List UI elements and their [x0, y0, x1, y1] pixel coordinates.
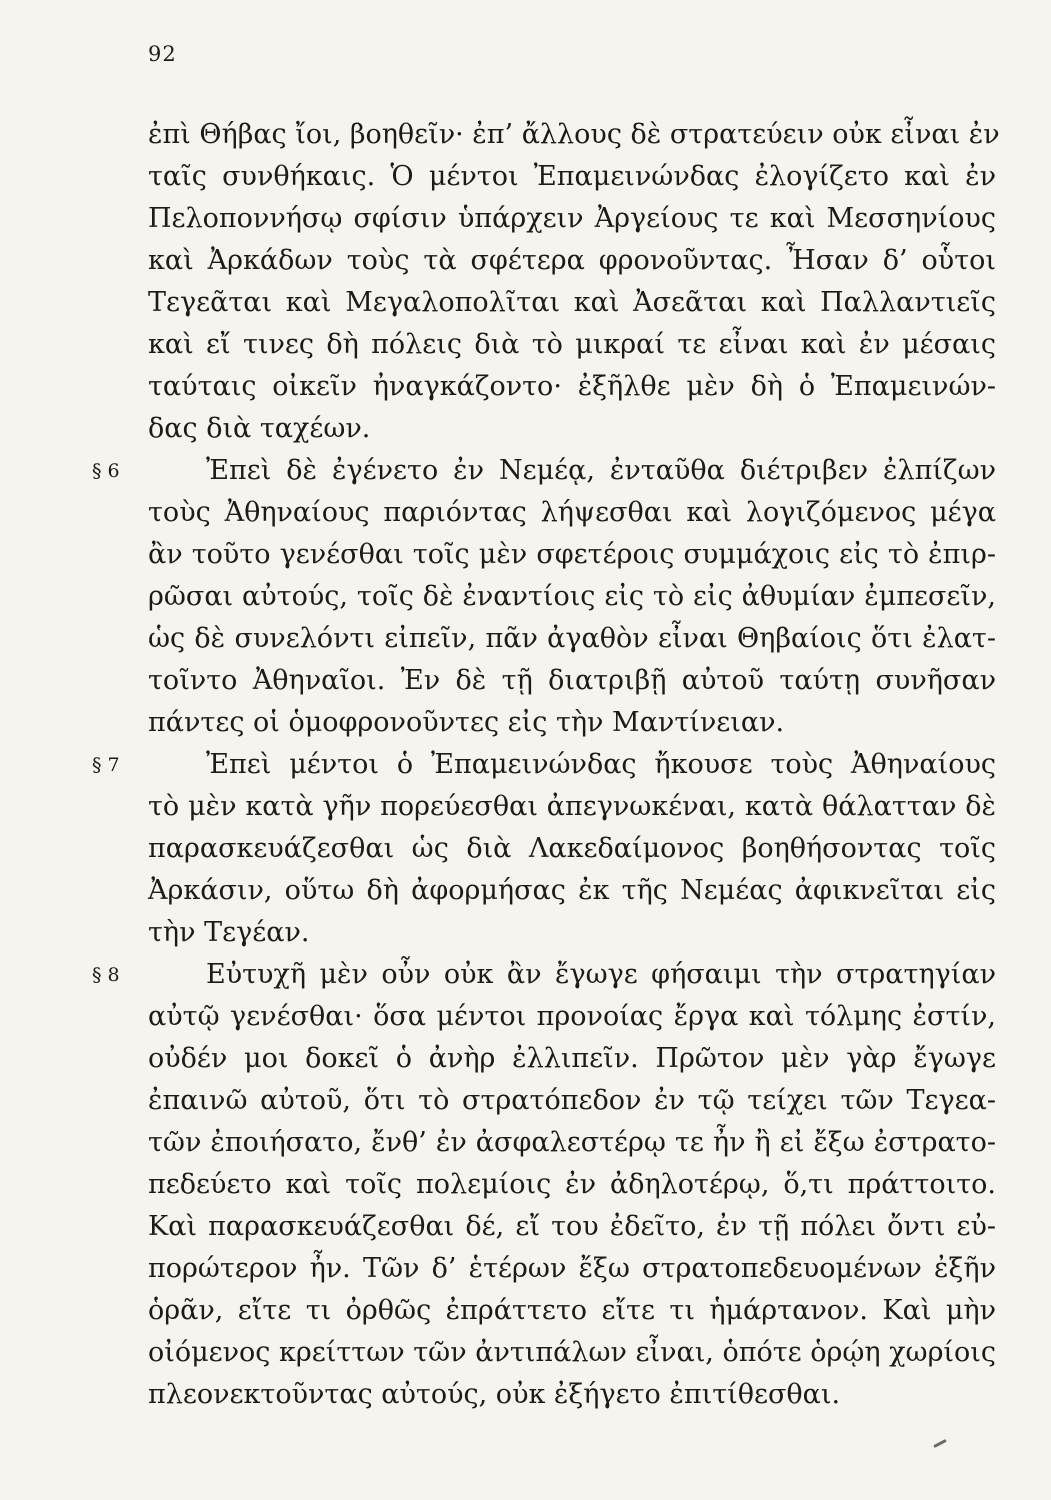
section-marker: § 7	[92, 754, 120, 776]
text-line: δας διὰ ταχέων.	[148, 413, 371, 444]
text-line: ρῶσαι αὐτούς, τοῖς δὲ ἐναντίοις εἰς τὸ εἰς ἀθυμίαν ἐμπεσεῖν,	[148, 581, 996, 612]
text-line: παρασκευάζεσθαι ὡς διὰ Λακεδαίμονος βοηθήσοντας τοῖς	[148, 833, 996, 864]
section-marker: § 8	[92, 964, 120, 986]
text-line: πλεονεκτοῦντας αὐτούς, οὐκ ἐξήγετο ἐπιτίθεσθαι.	[148, 1379, 841, 1410]
text-line: οἰόμενος κρείττων τῶν ἀντιπάλων εἶναι, ὁπότε ὁρῴη χωρίοις	[148, 1337, 996, 1368]
text-line: ὡς δὲ συνελόντι εἰπεῖν, πᾶν ἀγαθὸν εἶναι Θηβαίοις ὅτι ἐλατ-	[148, 623, 996, 654]
text-line: οὐδέν μοι δοκεῖ ὁ ἀνὴρ ἐλλιπεῖν. Πρῶτον μὲν γὰρ ἔγωγε	[148, 1043, 996, 1074]
text-line: ταῖς συνθήκαις. Ὁ μέντοι Ἐπαμεινώνδας ἐλογίζετο καὶ ἐν	[148, 161, 996, 192]
text-line: Ἐπεὶ δὲ ἐγένετο ἐν Νεμέᾳ, ἐνταῦθα διέτριβεν ἐλπίζων	[206, 455, 996, 486]
text-line: τὸ μὲν κατὰ γῆν πορεύεσθαι ἀπεγνωκέναι, κατὰ θάλατταν δὲ	[148, 791, 996, 822]
ink-speck	[933, 1439, 947, 1448]
text-line: Καὶ παρασκευάζεσθαι δέ, εἴ του ἐδεῖτο, ἐν τῇ πόλει ὄντι εὐ-	[148, 1211, 996, 1242]
page-number: 92	[148, 42, 177, 66]
text-line: ὁρᾶν, εἴτε τι ὀρθῶς ἐπράττετο εἴτε τι ἡμάρτανον. Καὶ μὴν	[148, 1295, 996, 1326]
section-marker: § 6	[92, 460, 120, 482]
text-line: ἐπὶ Θήβας ἴοι, βοηθεῖν· ἐπ’ ἄλλους δὲ στρατεύειν οὐκ εἶναι ἐν	[148, 119, 1000, 150]
text-line: Ἐπεὶ μέντοι ὁ Ἐπαμεινώνδας ἤκουσε τοὺς Ἀθηναίους	[206, 749, 996, 780]
text-line: τὴν Τεγέαν.	[148, 917, 310, 948]
text-line: πεδεύετο καὶ τοῖς πολεμίοις ἐν ἀδηλοτέρῳ, ὅ,τι πράττοιτο.	[148, 1169, 996, 1200]
text-line: Εὐτυχῆ μὲν οὖν οὐκ ἂν ἔγωγε φήσαιμι τὴν στρατηγίαν	[206, 959, 996, 990]
text-line: ἂν τοῦτο γενέσθαι τοῖς μὲν σφετέροις συμμάχοις εἰς τὸ ἐπιρ-	[148, 539, 996, 570]
text-line: ἐπαινῶ αὐτοῦ, ὅτι τὸ στρατόπεδον ἐν τῷ τείχει τῶν Τεγεα-	[148, 1085, 996, 1116]
text-line: Τεγεᾶται καὶ Μεγαλοπολῖται καὶ Ἀσεᾶται καὶ Παλλαντιεῖς	[148, 287, 996, 318]
text-line: Πελοποννήσῳ σφίσιν ὑπάρχειν Ἀργείους τε καὶ Μεσσηνίους	[148, 203, 996, 234]
text-line: Ἀρκάσιν, οὕτω δὴ ἀφορμήσας ἐκ τῆς Νεμέας ἀφικνεῖται εἰς	[148, 875, 996, 906]
text-line: καὶ Ἀρκάδων τοὺς τὰ σφέτερα φρονοῦντας. Ἦσαν δ’ οὗτοι	[148, 245, 996, 276]
text-line: αὐτῷ γενέσθαι· ὅσα μέντοι προνοίας ἔργα καὶ τόλμης ἐστίν,	[148, 1001, 996, 1032]
text-line: τοὺς Ἀθηναίους παριόντας λήψεσθαι καὶ λογιζόμενος μέγα	[148, 497, 996, 528]
text-line: καὶ εἴ τινες δὴ πόλεις διὰ τὸ μικραί τε εἶναι καὶ ἐν μέσαις	[148, 329, 996, 360]
text-line: πάντες οἱ ὁμοφρονοῦντες εἰς τὴν Μαντίνειαν.	[148, 707, 785, 738]
text-line: πορώτερον ἦν. Τῶν δ’ ἑτέρων ἔξω στρατοπεδευομένων ἐξῆν	[148, 1253, 996, 1284]
text-line: ταύταις οἰκεῖν ἠναγκάζοντο· ἐξῆλθε μὲν δὴ ὁ Ἐπαμεινών-	[148, 371, 996, 402]
text-line: τῶν ἐποιήσατο, ἔνθ’ ἐν ἀσφαλεστέρῳ τε ἦν ἢ εἰ ἔξω ἐστρατο-	[148, 1127, 996, 1158]
text-line: τοῖντο Ἀθηναῖοι. Ἐν δὲ τῇ διατριβῇ αὐτοῦ ταύτῃ συνῆσαν	[148, 665, 996, 696]
